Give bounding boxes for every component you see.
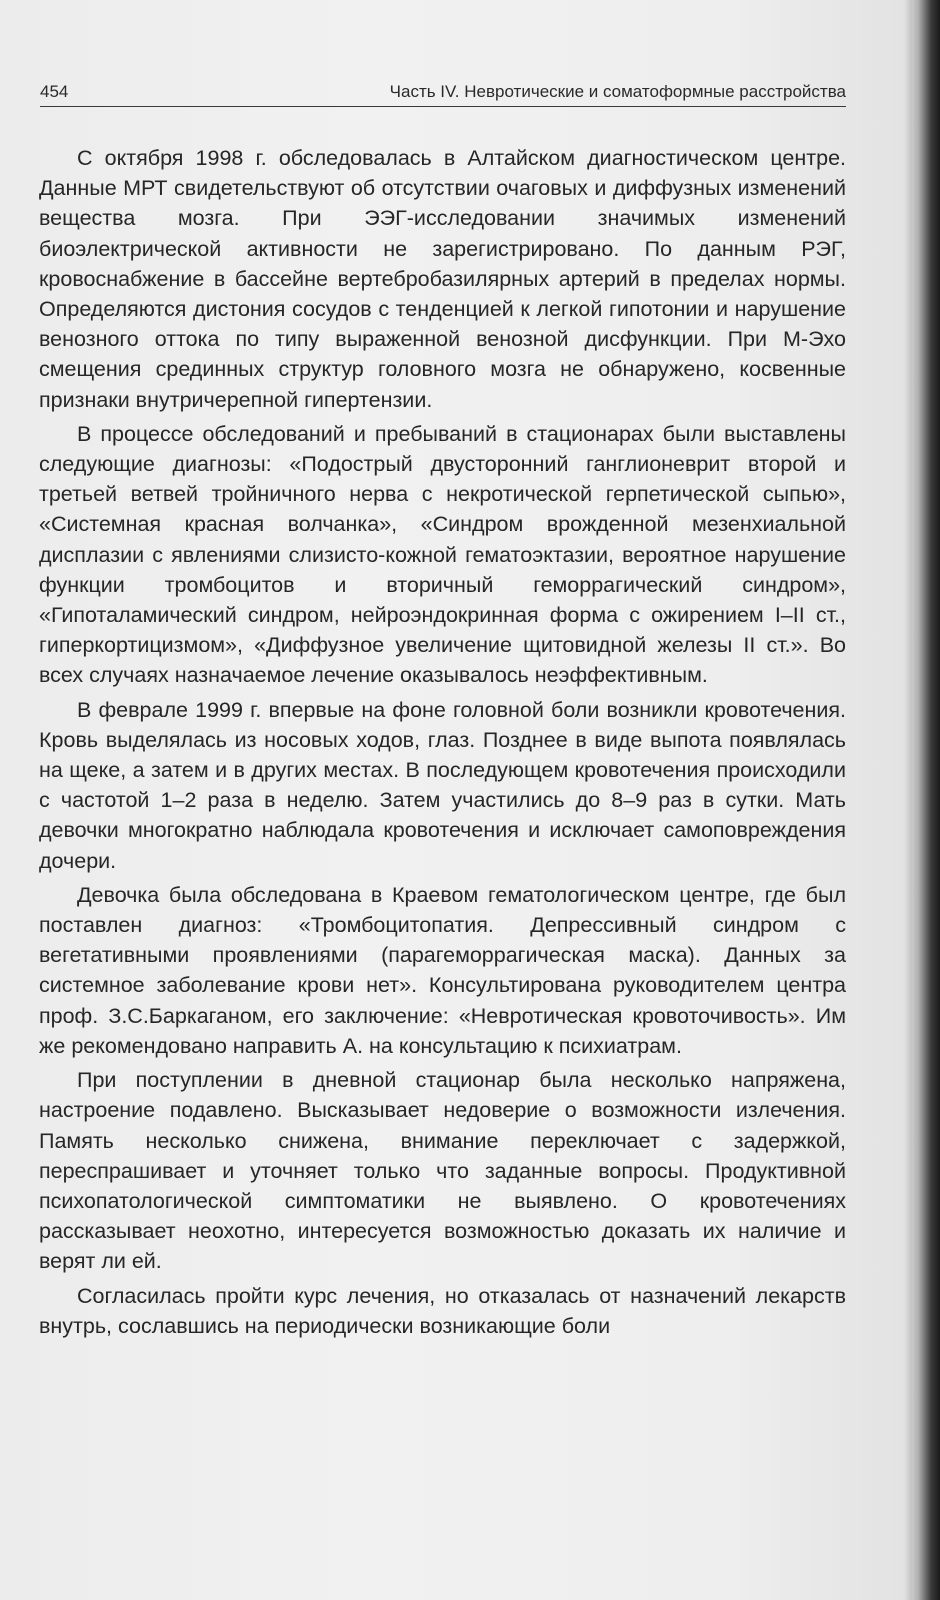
body-text [39,143,846,1345]
paragraph: С октября 1998 г. обследовалась в Алтайском диагностическом центре. Данные МРТ свидетельствуют об отсутствии очаговых и диффузных изменений вещества мозга. При ЭЭГ-исследовании значимых изменений биоэлектрической активности не зарегистрировано. По данным РЭГ, кровоснабжение в бассейне вертебробазилярных артерий в пределах нормы. Определяются дистония сосудов с тенденцией к легкой гипотонии и нарушение венозного оттока по типу выраженной венозной дисфункции. При М-Эхо смещения срединных структур головного мозга не обнаружено, косвенные признаки внутричерепной гипертензии. [39,146,846,412]
running-head [40,80,846,107]
paragraph: В феврале 1999 г. впервые на фоне головной боли возникли кровотечения. Кровь выделялась из носовых ходов, глаз. Позднее в виде выпота появлялась на щеке, а затем и в других местах. В последующем кровотечения происходили с частотой 1–2 раза в неделю. Затем участились до 8–9 раз в сутки. Мать девочки многократно наблюдала кровотечения и исключает самоповреждения дочери. [39,697,846,873]
paragraph: Согласилась пройти курс лечения, но отказалась от назначений лекарств внутрь, сославшись на периодически возникающие боли [39,1283,846,1338]
book-spine-shadow [904,0,940,1600]
paragraph: Девочка была обследована в Краевом гематологическом центре, где был поставлен диагноз: «Тромбоцитопатия. Депрессивный синдром с вегетативными проявлениями (парагеморрагическая маска). Данных за системное заболевание крови нет». Консультирована руководителем центра проф. З.С.Баркаганом, его заключение: «Невротическая кровоточивость». Им же рекомендовано направить А. на консультацию к психиатрам. [39,882,846,1058]
running-title: Часть IV. Невротические и соматоформные расстройства [389,82,846,101]
page-number: 454 [40,82,69,101]
paragraph: При поступлении в дневной стационар была несколько напряжена, настроение подавлено. Высказывает недоверие о возможности излечения. Память несколько снижена, внимание переключает с задержкой, переспрашивает и уточняет только что заданные вопросы. Продуктивной психопатологической симптоматики не выявлено. О кровотечениях рассказывает неохотно, интересуется возможностью доказать их наличие и верят ли ей. [39,1068,846,1274]
paragraph: В процессе обследований и пребываний в стационарах были выставлены следующие диагнозы: «Подострый двусторонний ганглионеврит второй и третьей ветвей тройничного нерва с некротической герпетической сыпью», «Системная красная волчанка», «Синдром врожденной мезенхиальной дисплазии с явлениями слизисто-кожной гематоэктазии, вероятное нарушение функции тромбоцитов и вторичный геморрагический синдром», «Гипоталамический синдром, нейроэндокринная форма с ожирением I–II ст., гиперкортицизмом», «Диффузное увеличение щитовидной железы II ст.». Во всех случаях назначаемое лечение оказывалось неэффективным. [39,421,846,688]
